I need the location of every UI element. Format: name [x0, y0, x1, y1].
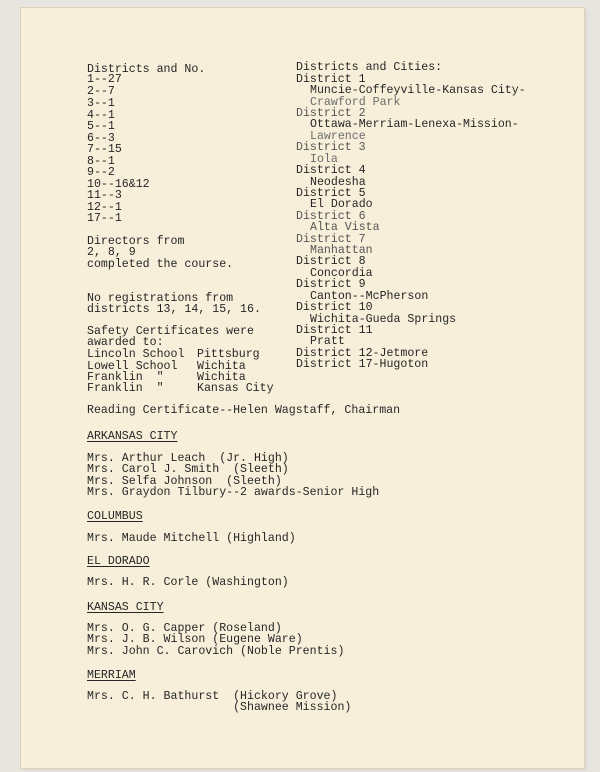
city-heading-kansas-city: KANSAS CITY — [87, 601, 164, 614]
district-count: 5--1 — [87, 120, 115, 133]
district-count: 2--7 — [87, 85, 115, 98]
district-label: District 6 — [296, 210, 366, 223]
award-entry: Mrs. Graydon Tilbury--2 awards-Senior High — [87, 486, 380, 499]
safety-certificates-line: awarded to: — [87, 336, 164, 349]
award-entry: Mrs. Carol J. Smith (Sleeth) — [87, 463, 289, 476]
district-cities: Alta Vista — [310, 221, 380, 234]
district-cities: Concordia — [310, 267, 373, 280]
district-count: 6--3 — [87, 132, 115, 145]
award-entry: Mrs. Selfa Johnson (Sleeth) — [87, 475, 282, 488]
award-entry: Mrs. Arthur Leach (Jr. High) — [87, 452, 289, 465]
award-entry: Mrs. J. B. Wilson (Eugene Ware) — [87, 633, 303, 646]
safety-school-city: Wichita — [197, 360, 246, 373]
district-label: District 2 — [296, 107, 366, 120]
district-label: District 12-Jetmore — [296, 347, 429, 360]
no-registrations-line: No registrations from — [87, 292, 234, 305]
district-cities: Pratt — [310, 335, 345, 348]
safety-school-city: Kansas City — [197, 382, 274, 395]
award-entry: Mrs. O. G. Capper (Roseland) — [87, 622, 282, 635]
district-label: District 5 — [296, 187, 366, 200]
safety-certificates-line: Safety Certificates were — [87, 325, 254, 338]
district-count: 3--1 — [87, 97, 115, 110]
award-entry: Mrs. Maude Mitchell (Highland) — [87, 532, 296, 545]
safety-school-city: Pittsburg — [197, 348, 260, 361]
city-heading-columbus: COLUMBUS — [87, 510, 143, 523]
district-label: District 17-Hugoton — [296, 358, 429, 371]
award-entry: Mrs. H. R. Corle (Washington) — [87, 576, 289, 589]
districts-cities-heading: Districts and Cities: — [296, 61, 443, 74]
district-cities: Manhattan — [310, 244, 373, 257]
district-cities: El Dorado — [310, 198, 373, 211]
award-entry: Mrs. John C. Carovich (Noble Prentis) — [87, 645, 345, 658]
district-label: District 7 — [296, 233, 366, 246]
district-count: 10--16&12 — [87, 178, 150, 191]
district-count: 7--15 — [87, 143, 122, 156]
city-heading-merriam: MERRIAM — [87, 669, 136, 682]
city-heading-el-dorado: EL DORADO — [87, 555, 150, 568]
district-count: 4--1 — [87, 109, 115, 122]
district-label: District 3 — [296, 141, 366, 154]
district-count: 9--2 — [87, 166, 115, 179]
directors-line: Directors from — [87, 235, 185, 248]
district-cities: Neodesha — [310, 176, 366, 189]
district-label: District 4 — [296, 164, 366, 177]
district-label: District 9 — [296, 278, 366, 291]
district-cities: Wichita-Gueda Springs — [310, 313, 457, 326]
district-cities: Crawford Park — [310, 96, 401, 109]
district-cities: Canton--McPherson — [310, 290, 429, 303]
district-count: 12--1 — [87, 201, 122, 214]
district-label: District 11 — [296, 324, 373, 337]
district-label: District 1 — [296, 73, 366, 86]
safety-school-city: Wichita — [197, 371, 246, 384]
city-heading-arkansas-city: ARKANSAS CITY — [87, 430, 178, 443]
district-count: 1--27 — [87, 73, 122, 86]
district-count: 8--1 — [87, 155, 115, 168]
district-cities: Iola — [310, 153, 338, 166]
districts-heading: Districts and No. — [87, 63, 206, 76]
directors-line: 2, 8, 9 — [87, 246, 136, 259]
safety-school-name: Franklin " — [87, 382, 164, 395]
district-cities: Ottawa-Merriam-Lenexa-Mission- — [310, 118, 519, 131]
district-cities: Muncie-Coffeyville-Kansas City- — [310, 84, 526, 97]
award-entry: (Shawnee Mission) — [87, 701, 352, 714]
award-entry: Mrs. C. H. Bathurst (Hickory Grove) — [87, 690, 338, 703]
safety-school-name: Lowell School — [87, 360, 178, 373]
reading-certificate-heading: Reading Certificate--Helen Wagstaff, Chairman — [87, 404, 401, 417]
no-registrations-line: districts 13, 14, 15, 16. — [87, 303, 261, 316]
district-label: District 10 — [296, 301, 373, 314]
directors-line: completed the course. — [87, 258, 234, 271]
district-cities: Lawrence — [310, 130, 366, 143]
safety-school-name: Lincoln School — [87, 348, 185, 361]
district-label: District 8 — [296, 255, 366, 268]
safety-school-name: Franklin " — [87, 371, 164, 384]
district-count: 17--1 — [87, 212, 122, 225]
district-count: 11--3 — [87, 189, 122, 202]
